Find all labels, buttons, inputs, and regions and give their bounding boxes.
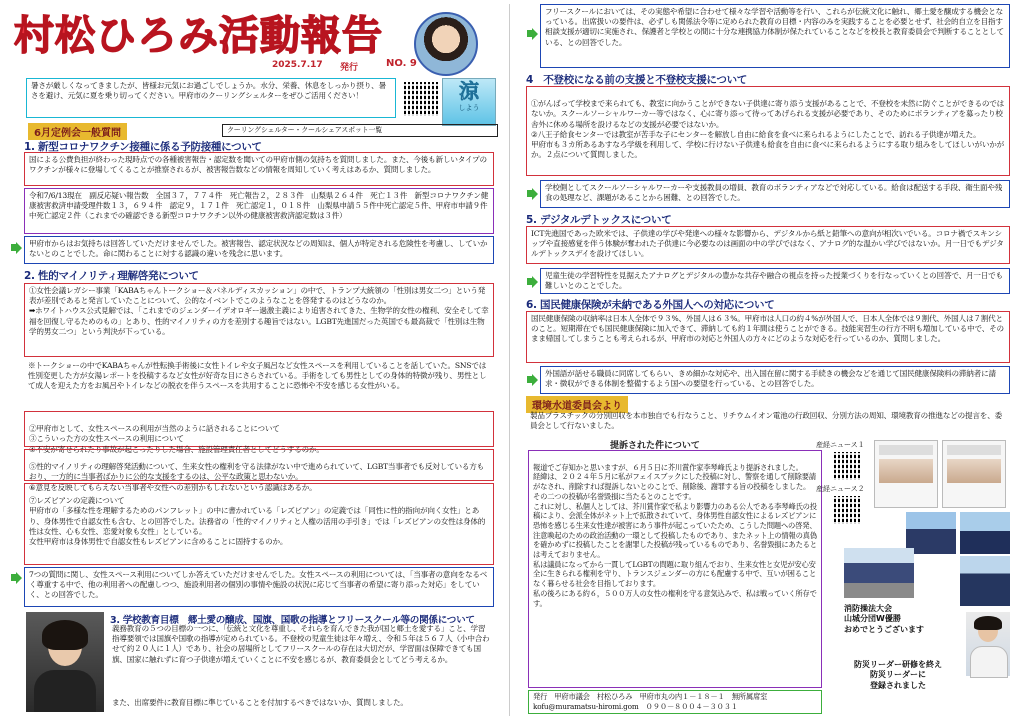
section-1-answer-text: 甲府市からはお気持ちは回答していただけませんでした。被害報告、認定状況などの周知は、個人が特定される危険性を考慮し、していかないとのことでした。命に関わることに対する認識の違いを残念に思います。 [29, 239, 488, 259]
issued-label: 発行 [340, 63, 359, 73]
cooling-caption [222, 124, 498, 137]
arrow-icon [526, 188, 538, 200]
speaker-photo [26, 612, 104, 712]
cooling-poster-title: 涼 [459, 79, 479, 103]
section-1-question-text: 国による公費負担が終わった現時点での各種被害報告・認定数を聞いての甲府市側の気持ちを質問しました。また、今後も新しいタイプのワクチンが様々に登場してくることが推察されるが、被害報告数などの情報を周知していく考えはあるか、質問しました。 [29, 155, 487, 175]
news-screenshot-1 [874, 440, 938, 508]
section-2-q1-text: ①女性会議レガシー事業「KABAちゃんトークショー＆パネルディスカッション」の中で、トランプ大統領の「性別は男女二つ」という発表が差別であると発言していたことについて、公的なイベントでこのようなことを啓発するのはどうなのか。 [29, 286, 486, 306]
news-screenshot-2 [942, 440, 1006, 508]
section-1-heading: 1. 新型コロナワクチン接種に係る予防接種について [24, 141, 262, 153]
cooling-qr[interactable] [404, 82, 438, 116]
section-5-answer [540, 268, 1010, 294]
section-3-answer [540, 4, 1010, 68]
cooling-caption-text: クーリングシェルター・クールシェアスポット一覧 [227, 126, 383, 134]
section-2-note-text: ※トークショーの中でKABAちゃんが性転換手術後に女性トイレや女子風呂など女性スペースを利用していることを話していた。SNSでは性別変更した方が女湯レポートを投稿するなど女性が好奇な目にさらされている。手術をしても男性としての身体的特徴が残り、男性として成人を迎えた方をお風呂やトイレなどの脱衣を伴うスペースを共用することに恐怖や不安を感じる女性がいる。 [28, 361, 487, 391]
section-4-question [526, 86, 1010, 176]
section-4-heading: 4 不登校になる前の支援と不登校支援について [526, 74, 747, 86]
footer-contact[interactable]: kofu@muramatsu-hiromi.gom ０９０－８００４－３０３１ [533, 701, 738, 711]
footer-box [528, 690, 822, 714]
section-4-answer [540, 180, 1010, 208]
section-2-question-1 [24, 283, 494, 357]
env-text: 製品プラスチックの分別回収を本市独自でも行なうこと、リチウムイオン電池の行政回収、分別方法の周知、環境教育の推進などの提言を、委員会として行ないました。 [530, 411, 1002, 431]
fire-drill-photo-2 [960, 512, 1010, 554]
section-1-data-text: 令和7/6/13現在 副反応疑い報告数 全国３７，７７４件 死亡報告２，２８３件 山梨県２６４件 死亡１３件 新型コロナワクチン健康被害救済申請受理件数１３，６９４件 認定９，１７１件 死亡認定１，０１８件 山梨県申請５５件中死亡認定５件、甲府市申請９件中死亡認定２件（これまでの確認できる新型コロナワクチン以外の健康被害救済認定数は３件） [29, 191, 489, 221]
fire-caption: 消防操法大会 山城分団W優勝 おめでとうございます [844, 604, 924, 634]
leader-photo [966, 612, 1010, 676]
newsletter-title: 村松ひろみ活動報告 [14, 13, 383, 59]
page-divider [509, 4, 510, 716]
intro-text: 暑さが厳しくなってきましたが、皆様お元気にお過ごしでしょうか。水分、栄養、休息をしっかり摂り、暑さを避け、元気に夏を乗り切ってください。甲府市のクーリングシェルターをぜひご活用ください！ [31, 81, 386, 101]
section-2-q1b-text: ➡ホワイトハウス公式見解では、「これまでのジェンダーイデオロギー過激主義により追害されてきた、生物学的女性の権利、安全そして幸福を回復し守るためのもの」とあり、性的マイノリティの方を差別する趣旨ではない。LGBT先進国だった英国でも最高裁で「性別は生物学的男女二つ」という判決が下っている。 [29, 306, 489, 336]
portrait-photo [414, 12, 478, 76]
news-qr-2[interactable] [834, 496, 862, 524]
section-1-answer [24, 236, 494, 264]
section-5-question-text: ICT先進国であった欧米では、子供達の学びや発達への様々な影響から、デジタルから紙と鉛筆への意向が相次いでいる。コロナ禍でスキンシップや直接感覚を伴う体験が奪われた子供達に今必要なのは画面の中の学びではなく、アナログ的な温かい学びではないか。月一日でもデジタルデトックスデイを設けてほしい。 [531, 229, 1004, 259]
section-3-question-tail [108, 698, 494, 712]
section-2-note [24, 359, 494, 409]
cooling-poster [442, 78, 496, 126]
fire-drill-photo-3 [844, 548, 914, 598]
issue-date: 2025.7.17 [272, 60, 323, 70]
section-2-question-2 [24, 411, 494, 454]
fire-drill-photo-4 [960, 556, 1010, 606]
section-2-answer-text: 7つの質問に関し、女性スペース利用についてしか答えていただけませんでした。女性スペースの利用については、「当事者の意向をなるべく尊重する中で、他の利用者への配慮しつつ、施設利用者の個別の事情や施設の状況に応じて当事者の希望に寄り添った対応」をしていく、との回答でした。 [29, 570, 488, 600]
section-2-question-4 [24, 483, 494, 565]
right-page [514, 0, 1018, 716]
section-1-question [24, 152, 494, 186]
footer-publisher: 発行 甲府市議会 村松ひろみ 甲府市丸の内１－１８－１ 無所属席室 [533, 692, 768, 701]
section-1-data [24, 188, 494, 234]
section-2-question-3 [24, 449, 494, 492]
section-5-answer-text: 児童生徒の学習特性を見据えたアナログとデジタルの豊かな共存や融合の視点を持った授業づくりを行なっていくとの回答で、月一日でも難しいとのことでした。 [545, 271, 1003, 291]
section-3-question [108, 624, 494, 698]
section-2-heading: 2. 性的マイノリティ理解啓発について [24, 270, 199, 282]
left-page [6, 0, 510, 716]
section-6-question [526, 311, 1010, 363]
env-text-box [526, 409, 1010, 435]
env-banner: 環境水道委員会より [526, 396, 628, 413]
section-3-heading: 3. 学校教育目標 郷土愛の醸成、国旗、国歌の指導とフリースクール等の関係について [110, 615, 475, 626]
section-4-answer-text: 学校側としてスクールソーシャルワーカーや支援教員の増員、教育のボランティアなどで対応している。給食は配送する手段、衛生面や残食の処理など、課題があることから困難、との回答でした。 [545, 183, 1003, 203]
section-2-q2-text: ②甲府市として、女性スペースの利用が当然のように話されることについて ③こういった方の女性スペースの利用について ④不安が寄せられたり事故が起こったりした場合、施設管理責任者としてどうするのか。 [29, 424, 324, 454]
leader-caption: 防災リーダー研修を終え 防災リーダーに 登録されました [854, 660, 942, 690]
issue-number: NO. 9 [386, 58, 417, 69]
section-5-heading: 5. デジタルデトックスについて [526, 214, 672, 226]
arrow-icon [10, 572, 22, 584]
arrow-icon [526, 28, 538, 40]
section-3-question-tail-text: また、出席要件に教育目標に準じていることを付加するべきではないか、質問しました。 [112, 698, 408, 707]
section-4-question-text: ①がんばって学校まで来られても、教室に向かうことができない子供達に寄り添う支援があることで、不登校を未然に防ぐことができるのではないか。スクールソーシャルワーカー等ではなく、心に寄り添って待ってあげられる支援が必要であり、そのためにボランティアを募ったり校舎外に休める場所を設けるなどの支援が必要ではないか。 ②八王子給食センターでは教室が苦手な子にセンターを解放し自由に給食を食べに来られるようにしたことで、訪れる子供達が増えた。 甲府市も３カ所あるあすなろ学級を利用して、学校に行けない子供達も給食を自由に食べに来られるようにする取り組みをしてほしいがいかがか。２点について質問しました。 [531, 99, 1005, 160]
news-label-1: 産経ニュース１ [816, 441, 865, 449]
arrow-icon [526, 276, 538, 288]
section-6-answer-text: 外国語が話せる職員に同席してもらい、きめ細かな対応や、出入国在留に関する手続きの機会などを通じて国民健康保険料の滞納者に請求・徴収ができる体制を整備するよう国への要望を行っている、との回答でした。 [545, 369, 996, 389]
section-3-answer-text: フリースクールにおいては、その実態や希望に合わせて様々な学習や活動等を行い、これらが伝統文化に触れ、郷土愛を醸成する機会となっている。出席扱いの要件は、必ずしも関係法令等に定められた教育の目標・内容のみを実践することを必要とせず、社会的自立を目指す相談支援が適切に実施され、保護者と学校との間に十分な連携協力体制が保たれていることなどを校長と教育委員会で判断することとしている、との回答でした。 [545, 7, 1004, 47]
arrow-icon [10, 242, 22, 254]
section-6-question-text: 国民健康保険の収納率は日本人全体で９３%、外国人は６３%。甲府市は人口の約４%が外国人で、日本人全体では９割代、外国人は７割代とのこと。短期滞在でも国民健康保険に加入できて、滞納しても約１年間は使うことができる。技能実習生の行方不明も増加している中で、そのまま帰国してしまうことも考えられるが、甲府市の対応と外国人の方々にどのような対応を行っているのか、質問しました。 [531, 314, 1004, 344]
lawsuit-title: 提訴された件について [610, 441, 700, 451]
news-qr-1[interactable] [834, 452, 862, 480]
section-2-answer [24, 567, 494, 607]
intro-box [26, 78, 396, 118]
section-2-q3-text: ⑤性的マイノリティの理解啓発活動について、生来女性の権利を守る法律がない中で進められていて、LGBT当事者でも反対している方もおり、一方的に当事者ばかりに公的な支援をするのは、公平な政策と思わないか。 ⑥意見を反映してもらえない当事者や女性への差別かもしれないという認識はあるか。 [29, 462, 485, 492]
news-label-2: 産経ニュース２ [816, 485, 865, 493]
lawsuit-box [528, 450, 822, 688]
cooling-poster-sub: しよう [458, 104, 480, 112]
arrow-icon [526, 374, 538, 386]
section-6-heading: 6. 国民健康保険が未納である外国人への対応について [526, 299, 775, 311]
section-5-question [526, 226, 1010, 264]
section-2-q4-text: ⑦レズビアンの定義について 甲府市の「多様な性を理解するためのパンフレット」の中に書かれている「レズビアン」の定義では「同性に性的指向が向く女性」とあり、身体男性で自認女性も含む、との回答でした。法務省の「性的マイノリティと人権の活用の手引き」では「レズビアンの女性は身体的性は女性、心も女性、恋愛対象も女性」としている。 女性甲府市は身体男性で自認女性もレズビアンに含めることに固持するのか。 [29, 496, 486, 546]
section-3-question-text: 義務教育の５つの目標の一つに、「伝統と文化を尊重し、それらを育んできた我が国と郷土を愛する」こと、学習指導要領では国旗や国歌の指導が定められている。不登校の児童生徒は年々増え、令和５年は５６７人（小中合わせて約２０人に１人）であり、社会の居場所としてフリースクールの存在は大切だが、学習面は保障できても国旗、国家に触れずに育つ子供達が増えていくことに不安を感じるが、教育委員会としてどう考えるか。 [112, 624, 490, 664]
section-6-answer [540, 366, 1010, 394]
lawsuit-text: 報道でご存知かと思いますが、６月５日に芥川賞作家李琴峰氏より提訴されました。 経緯は、２０２４年５月に私がフェイスブックにした投稿に対し、警察を通して削除要請がなされ、削除すれば提訴しないとのことで、削除後、謝罪する旨の投稿をしました。その二つの投稿が名誉毀損に当たるとのことです。 これに対し、私個人としては、芥川賞作家で私より影響力のある公人である李琴峰氏の投稿により、会派全体がネット上で拡散されていて、身体男性自認女性によるレズビアンに恐怖を感じる生来女性達が被害にあう事件が起こっていたため、こうした問題への啓発、注意喚起のための政治活動の一環として投稿したものであり、またネット上の情報の真偽を確かめずに投稿したことを謝罪した投稿が残っているものであり、名誉毀損にあたるとは考えておりません。 私は議員になってから一貫してLGBTの問題に取り組んでおり、生来女性と女児が安心安全に生きられる権利を守り、トランスジェンダーの方にも配慮する中で、互いが困ることなく暮らせる社会を目指しております。 私の後ろにある約６，５００万人の女性の権利を守る意気込みで、私は戦っていく所存です。 [533, 462, 817, 608]
session-banner: 6月定例会一般質問 [28, 123, 127, 140]
